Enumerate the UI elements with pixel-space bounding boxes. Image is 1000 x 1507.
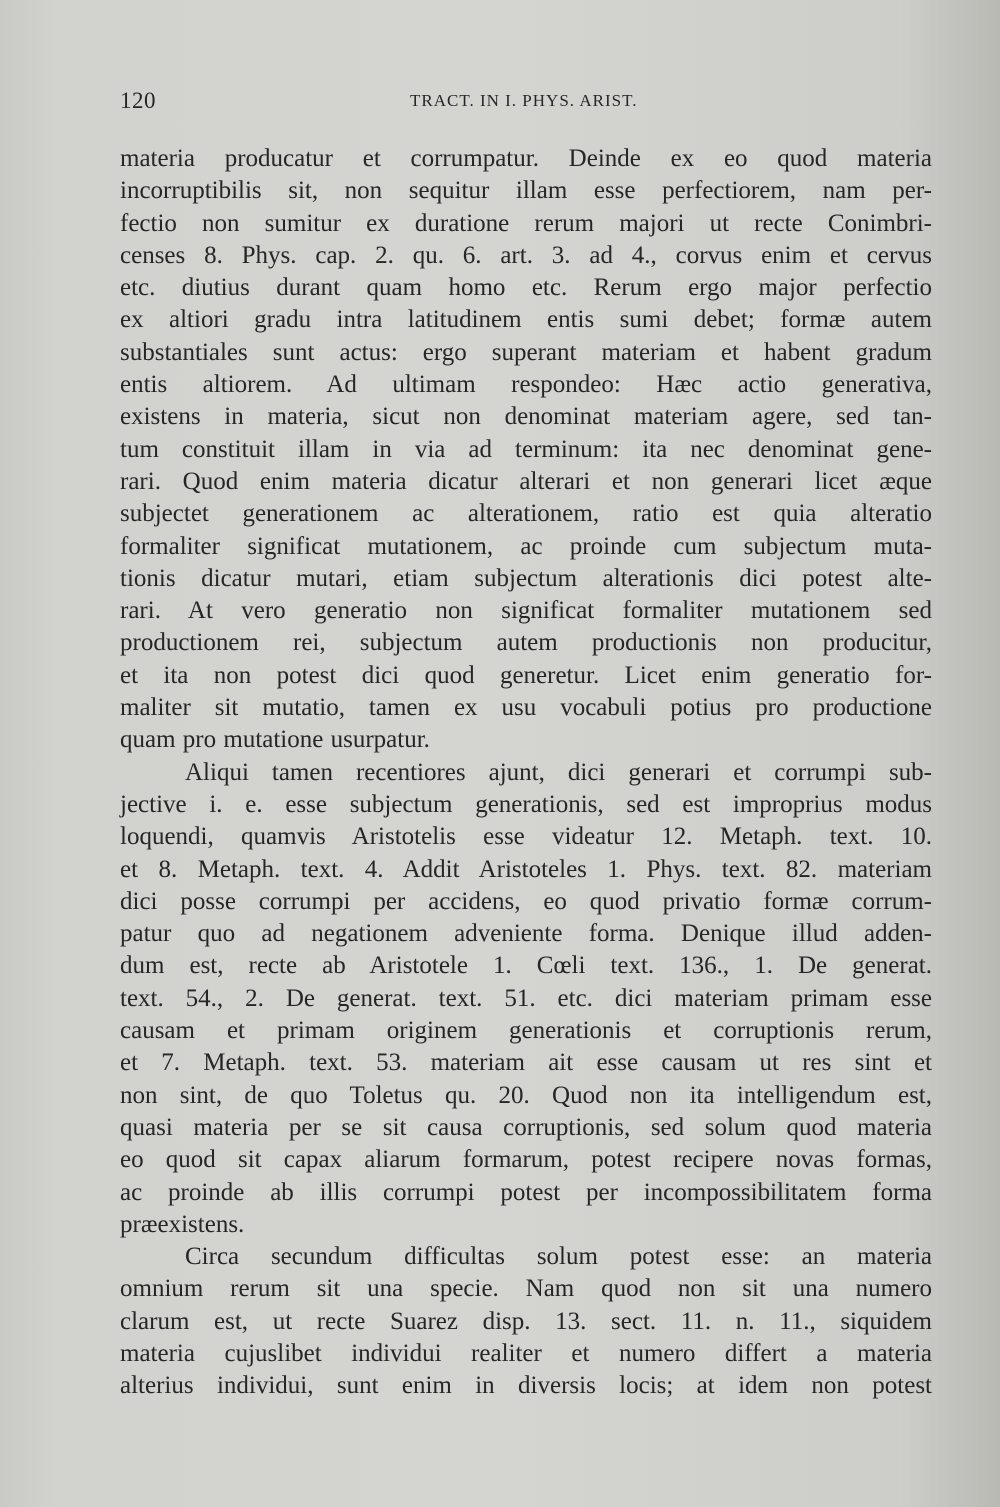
text-line: tum constituit illam in via ad terminum: ita nec denominat gene- (120, 435, 932, 463)
text-line: materia producatur et corrumpatur. Deinde ex eo quod materia (120, 145, 932, 172)
text-line: causam et primam originem generationis et corruptionis rerum, (120, 1017, 932, 1045)
text-line: et ita non potest dici quod generetur. Licet enim generatio for- (120, 661, 932, 689)
text-line-paragraph-end: præexistens. (120, 1210, 245, 1238)
text-line: rari. Quod enim materia dicatur alterari et non generari licet æque (120, 467, 932, 495)
running-head (120, 88, 930, 118)
text-line: quasi materia per se sit causa corruptionis, sed solum quod materia (120, 1113, 932, 1141)
text-line: productionem rei, subjectum autem productionis non producitur, (120, 629, 932, 657)
text-line: ex altiori gradu intra latitudinem entis sumi debet; formæ autem (120, 306, 932, 334)
text-line: dum est, recte ab Aristotele 1. Cœli text. 136., 1. De generat. (120, 952, 932, 980)
text-line: maliter sit mutatio, tamen ex usu vocabuli potius pro productione (120, 694, 932, 722)
text-line: non sint, de quo Toletus qu. 20. Quod non ita intelligendum est, (120, 1081, 932, 1109)
text-line: loquendi, quamvis Aristotelis esse videatur 12. Metaph. text. 10. (120, 823, 932, 851)
text-line: formaliter significat mutationem, ac proinde cum subjectum muta- (120, 532, 932, 560)
body-text (120, 143, 932, 1403)
text-line: et 8. Metaph. text. 4. Addit Aristoteles 1. Phys. text. 82. materiam (120, 855, 932, 883)
text-line: materia cujuslibet individui realiter et numero differt a materia (120, 1339, 932, 1367)
text-line: incorruptibilis sit, non sequitur illam esse perfectiorem, nam per- (120, 177, 932, 205)
text-line: text. 54., 2. De generat. text. 51. etc. dici materiam primam esse (120, 984, 932, 1012)
text-line: patur quo ad negationem adveniente forma. Denique illud adden- (120, 920, 932, 948)
text-line: jective i. e. esse subjectum generationis, sed est improprius modus (120, 790, 932, 818)
text-line-paragraph-start: Circa secundum difficultas solum potest esse: an materia (185, 1243, 932, 1271)
text-line-paragraph-start: Aliqui tamen recentiores ajunt, dici generari et corrumpi sub- (185, 758, 932, 786)
text-line: rari. At vero generatio non significat formaliter mutationem sed (120, 597, 932, 625)
text-line: subjectet generationem ac alterationem, ratio est quia alteratio (120, 500, 932, 528)
page-number: 120 (120, 88, 156, 113)
text-line: censes 8. Phys. cap. 2. qu. 6. art. 3. ad 4., corvus enim et cervus (120, 241, 932, 269)
text-line: etc. diutius durant quam homo etc. Rerum ergo major perfectio (120, 274, 932, 302)
text-line: tionis dicatur mutari, etiam subjectum alterationis dici potest alte- (120, 564, 932, 592)
text-line: ac proinde ab illis corrumpi potest per incompossibilitatem forma (120, 1178, 932, 1206)
text-line: alterius individui, sunt enim in diversis locis; at idem non potest (120, 1372, 932, 1400)
text-line: omnium rerum sit una specie. Nam quod non sit una numero (120, 1275, 932, 1303)
text-line: fectio non sumitur ex duratione rerum majori ut recte Conimbri- (120, 209, 932, 237)
text-line: clarum est, ut recte Suarez disp. 13. sect. 11. n. 11., siquidem (120, 1307, 932, 1335)
text-line: et 7. Metaph. text. 53. materiam ait esse causam ut res sint et (120, 1049, 932, 1077)
text-line-paragraph-end: quam pro mutatione usurpatur. (120, 726, 430, 754)
running-title: TRACT. IN I. PHYS. ARIST. (410, 91, 638, 110)
text-line: eo quod sit capax aliarum formarum, potest recipere novas formas, (120, 1146, 932, 1174)
text-line: entis altiorem. Ad ultimam respondeo: Hæc actio generativa, (120, 371, 932, 399)
text-line: dici posse corrumpi per accidens, eo quod privatio formæ corrum- (120, 887, 932, 915)
text-line: substantiales sunt actus: ergo superant materiam et habent gradum (120, 338, 932, 366)
text-line: existens in materia, sicut non denominat materiam agere, sed tan- (120, 403, 932, 431)
